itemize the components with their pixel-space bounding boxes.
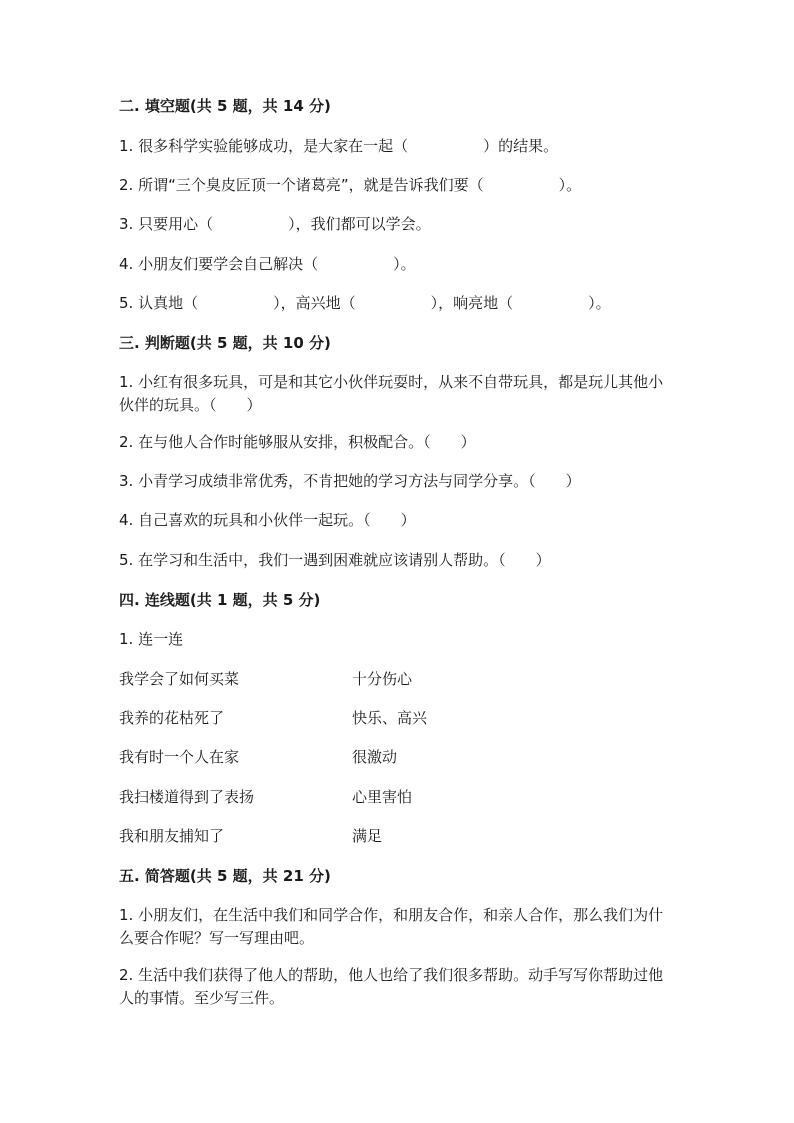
judge-question-5: 5. 在学习和生活中，我们一遇到困难就应该请别人帮助。（ ） [119, 551, 551, 569]
match-left-item: 我学会了如何买菜 [119, 670, 240, 688]
fill-question-4: 4. 小朋友们要学会自己解决（ ）。 [119, 255, 416, 273]
fill-question-1: 1. 很多科学实验能够成功，是大家在一起（ ）的结果。 [119, 137, 559, 155]
section-heading-short: 五. 简答题(共 5 题，共 21 分) [119, 867, 331, 885]
judge-question-3: 3. 小青学习成绩非常优秀，不肯把她的学习方法与同学分享。（ ） [119, 472, 581, 490]
match-left-item: 我有时一个人在家 [119, 748, 240, 766]
section-heading-judge: 三. 判断题(共 5 题，共 10 分) [119, 334, 331, 352]
match-left-item: 我养的花枯死了 [119, 709, 225, 727]
judge-question-4: 4. 自己喜欢的玩具和小伙伴一起玩。（ ） [119, 511, 416, 529]
match-left-item: 我扫楼道得到了表扬 [119, 788, 255, 806]
fill-question-2: 2. 所谓“三个臭皮匠顶一个诸葛亮”，就是告诉我们要（ ）。 [119, 176, 582, 194]
short-question-2: 2. 生活中我们获得了他人的帮助，他人也给了我们很多帮助。动手写写你帮助过他人的事情。至少写三件。 [119, 966, 664, 1007]
section-heading-match: 四. 连线题(共 1 题，共 5 分) [119, 591, 321, 609]
judge-question-2: 2. 在与他人合作时能够服从安排，积极配合。（ ） [119, 433, 476, 451]
fill-question-3: 3. 只要用心（ ），我们都可以学会。 [119, 215, 431, 233]
match-right-item: 满足 [352, 827, 383, 845]
match-right-item: 心里害怕 [352, 788, 413, 806]
match-left-item: 我和朋友捕知了 [119, 827, 225, 845]
match-right-item: 很激动 [352, 748, 398, 766]
match-question: 1. 连一连 [119, 630, 184, 648]
match-right-item: 快乐、高兴 [352, 709, 428, 727]
judge-question-1: 1. 小红有很多玩具，可是和其它小伙伴玩耍时，从来不自带玩具，都是玩儿其他小伙伴的玩具。（ ） [119, 373, 664, 414]
short-question-1: 1. 小朋友们，在生活中我们和同学合作，和朋友合作，和亲人合作，那么我们为什么要合作呢？写一写理由吧。 [119, 906, 664, 947]
section-heading-fill: 二. 填空题(共 5 题，共 14 分) [119, 97, 331, 115]
fill-question-5: 5. 认真地（ ），高兴地（ ），响亮地（ ）。 [119, 294, 611, 312]
match-right-item: 十分伤心 [352, 670, 413, 688]
